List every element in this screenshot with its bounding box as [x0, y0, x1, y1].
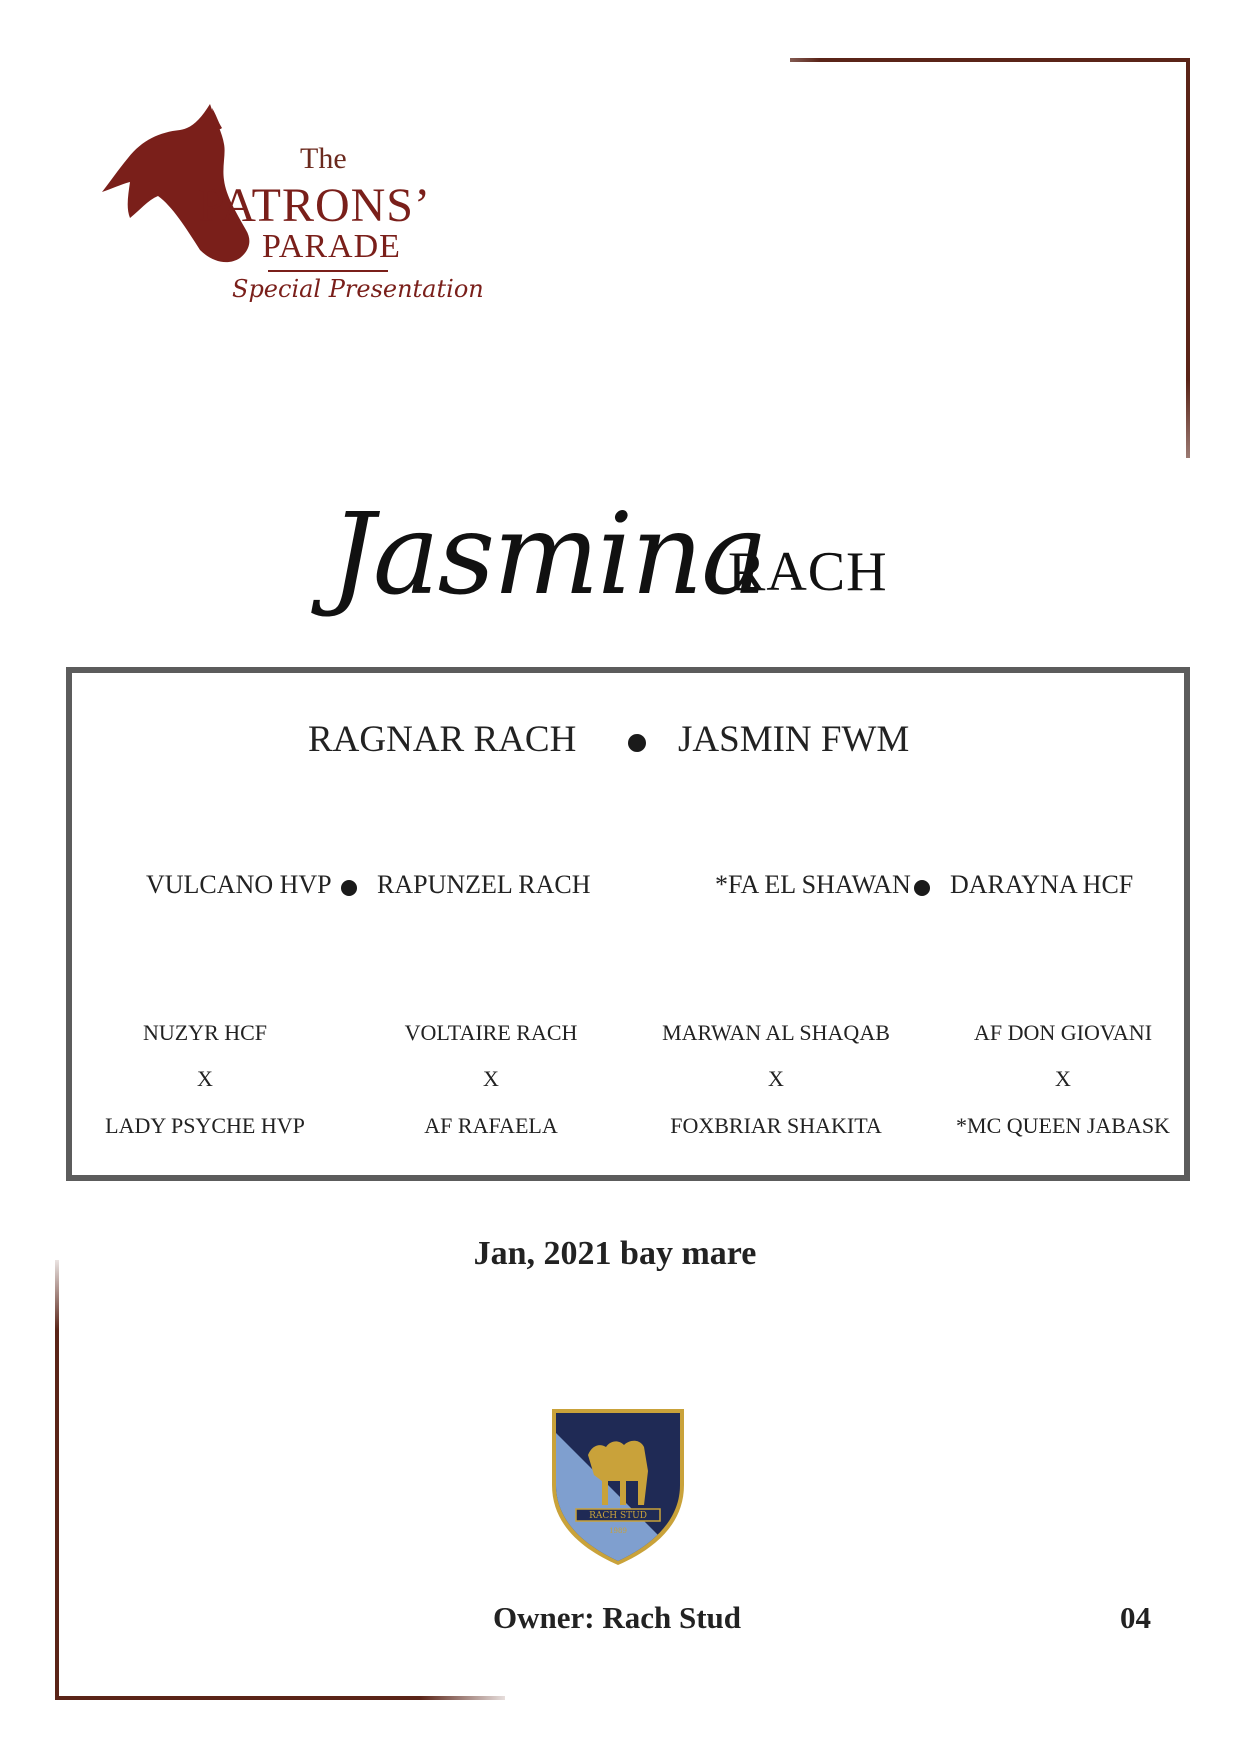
logo-patrons-text: PATRONS’	[198, 179, 431, 232]
grandparent-top: MARWAN AL SHAQAB	[662, 1020, 890, 1045]
grandparent-bottom: *MC QUEEN JABASK	[956, 1113, 1170, 1138]
frame-fade	[420, 1690, 520, 1710]
dam-name: JASMIN FWM	[678, 719, 910, 760]
sire-dam-name: RAPUNZEL RACH	[377, 870, 591, 899]
frame-fade	[1150, 380, 1210, 580]
logo-the-text: The	[300, 142, 347, 175]
cross-mark: X	[1055, 1066, 1071, 1091]
bullet-icon	[341, 880, 357, 896]
grandparent-top: VOLTAIRE RACH	[404, 1020, 578, 1045]
decorative-frame-top-right	[790, 58, 1190, 458]
horse-name-script: Jasmina	[330, 490, 767, 620]
frame-fade	[700, 50, 820, 70]
sire-sire-name: VULCANO HVP	[146, 870, 332, 899]
dam-sire-name: *FA EL SHAWAN	[715, 870, 911, 899]
logo-parade-text: PARADE	[262, 228, 401, 265]
owner-info: Owner: Rach Stud	[492, 1600, 742, 1635]
bullet-icon	[914, 880, 930, 896]
page-number: 04	[1120, 1600, 1151, 1635]
logo-divider	[268, 270, 388, 272]
frame-fade	[40, 1250, 80, 1330]
grandparent-bottom: AF RAFAELA	[424, 1113, 558, 1138]
horse-name-suffix: RACH	[728, 541, 888, 603]
crest-year: 1989	[609, 1527, 627, 1535]
cross-mark: X	[197, 1066, 213, 1091]
decorative-frame-bottom-left	[55, 1260, 505, 1700]
birth-info: Jan, 2021 bay mare	[473, 1235, 757, 1272]
sire-name: RAGNAR RACH	[308, 719, 577, 760]
dam-dam-name: DARAYNA HCF	[950, 870, 1134, 899]
grandparent-bottom: FOXBRIAR SHAKITA	[670, 1113, 882, 1138]
logo-subtitle: Special Presentation	[232, 275, 484, 303]
grandparent-bottom: LADY PSYCHE HVP	[105, 1113, 305, 1138]
grandparent-top: NUZYR HCF	[142, 1020, 268, 1045]
cross-mark: X	[768, 1066, 784, 1091]
rach-stud-crest-icon	[548, 1405, 688, 1565]
bullet-icon	[628, 734, 646, 752]
grandparent-top: AF DON GIOVANI	[973, 1020, 1153, 1045]
cross-mark: X	[483, 1066, 499, 1091]
crest-text: RACH STUD	[589, 1511, 647, 1521]
